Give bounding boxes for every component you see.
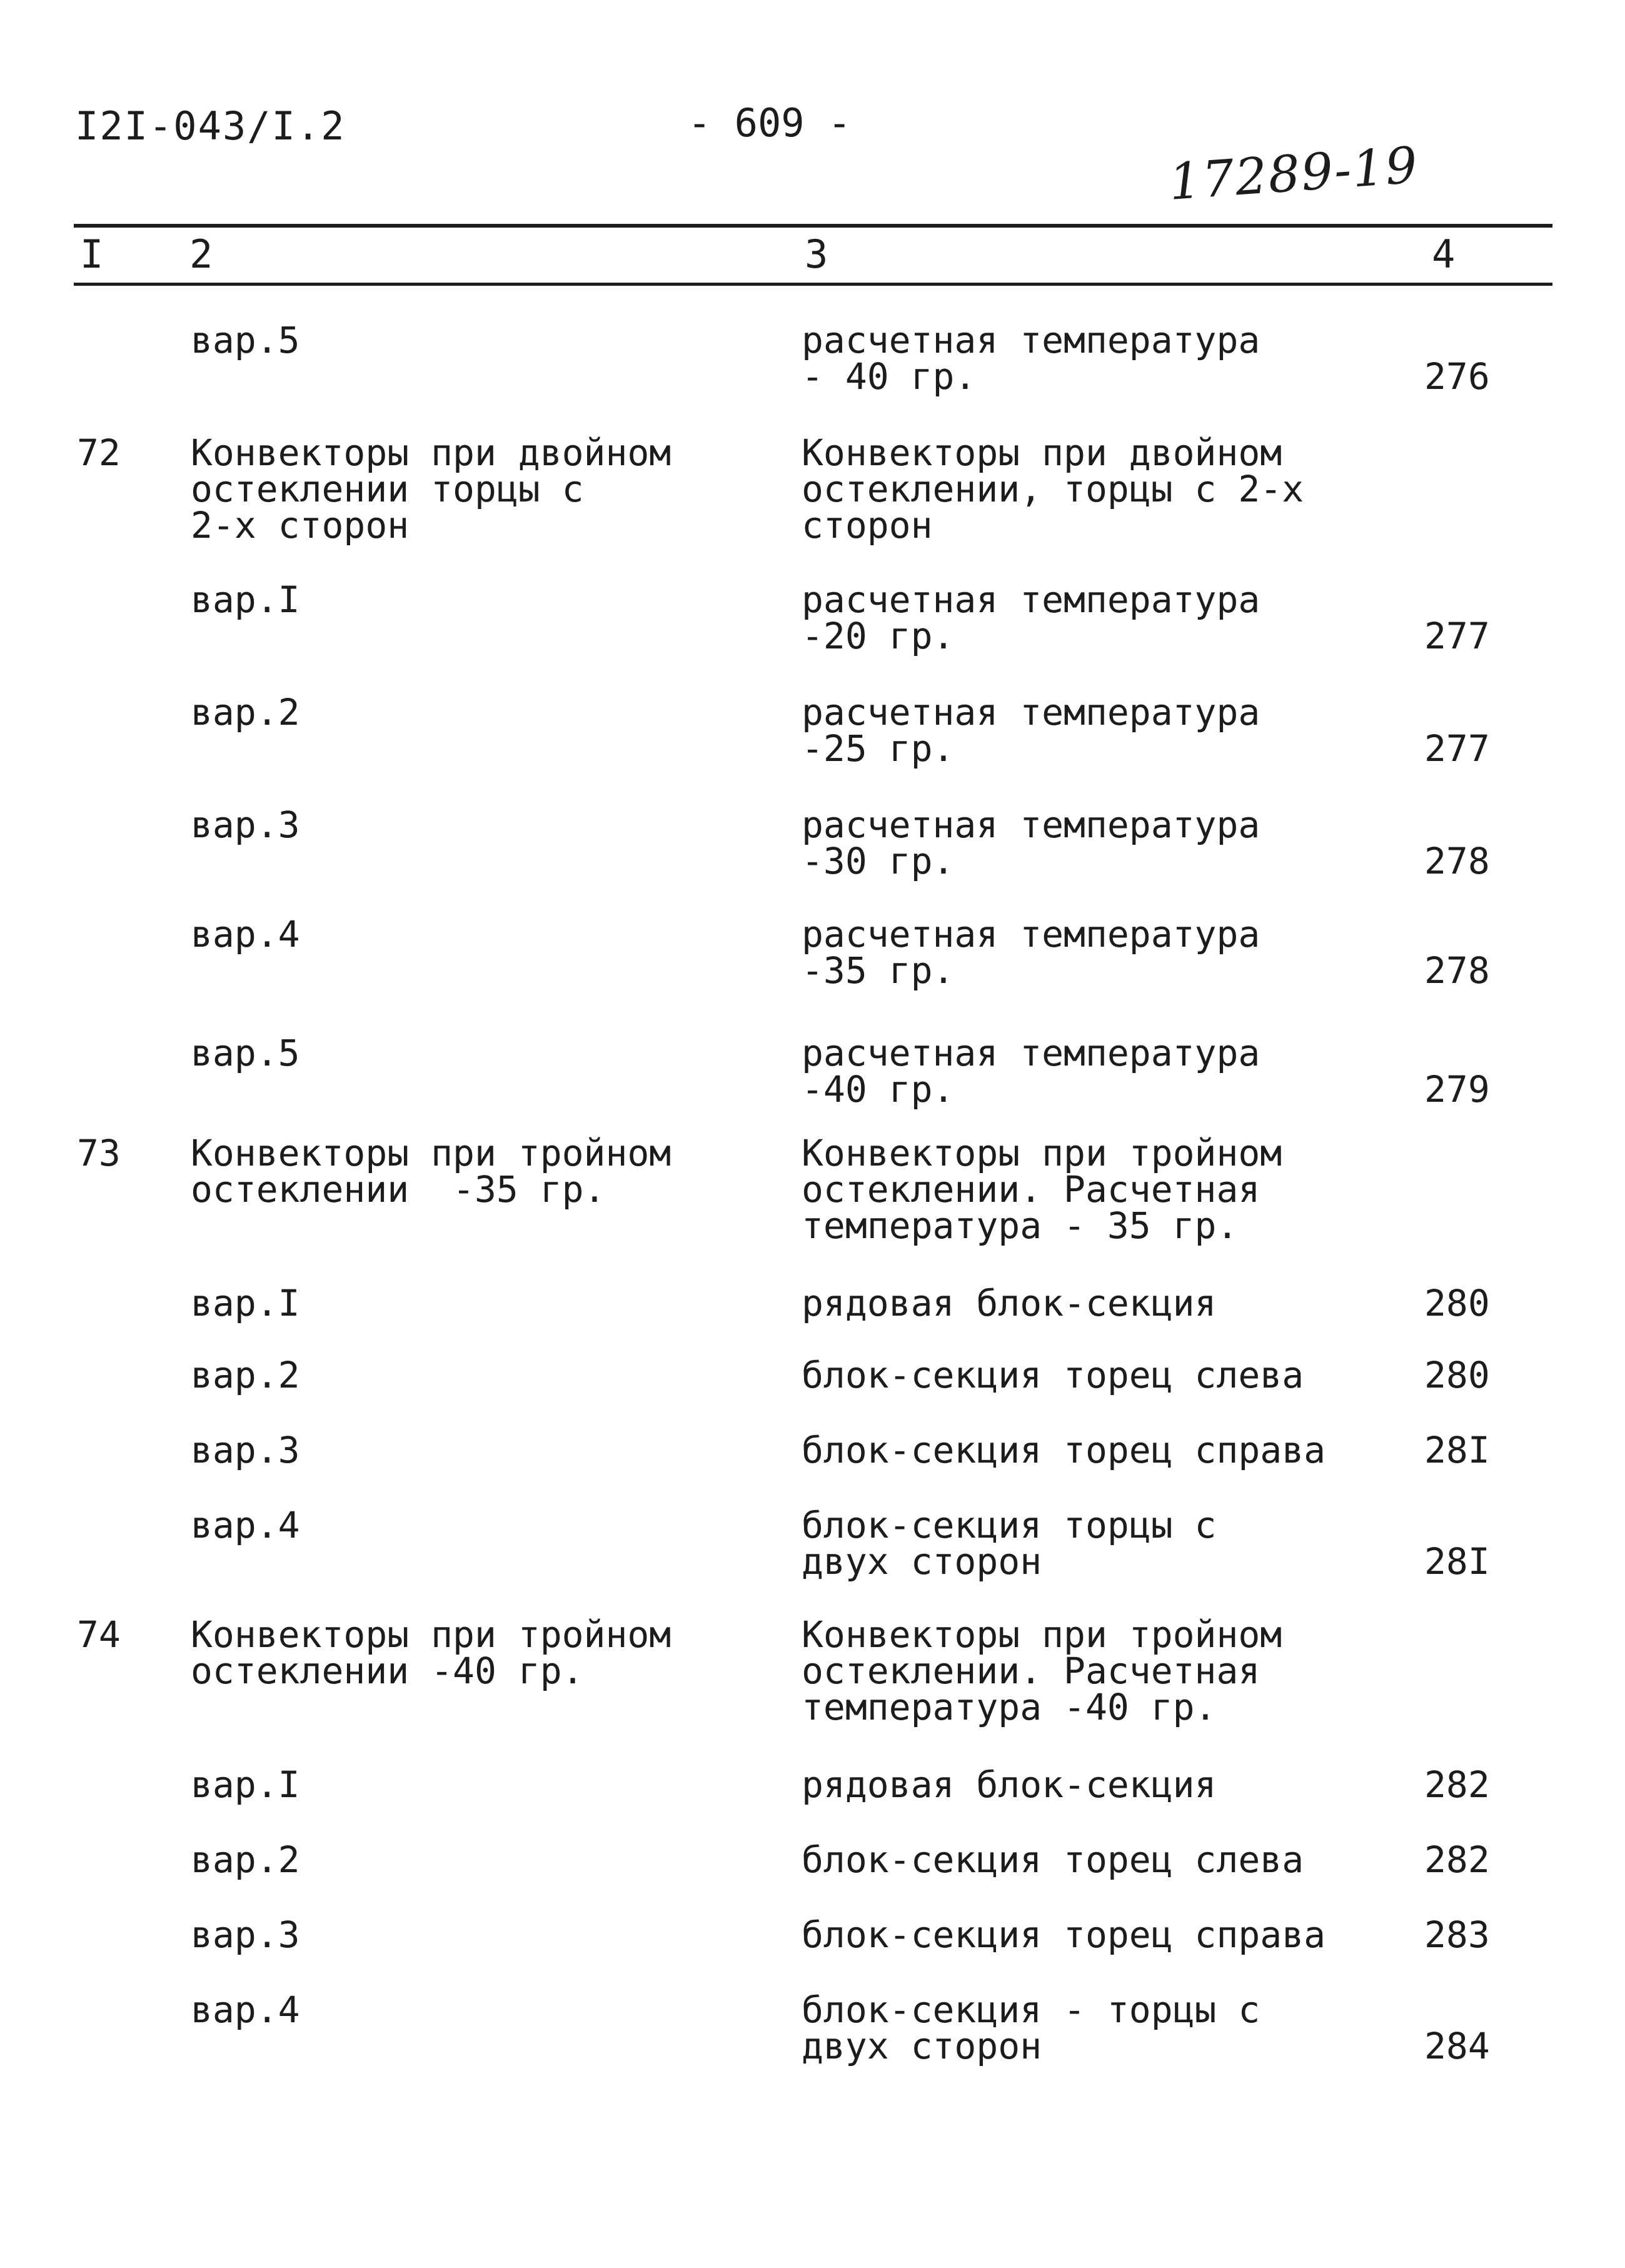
row-title: вар.2 (191, 691, 300, 733)
row-description: Конвекторы при тройном остеклении. Расчетная температура - 35 гр. (802, 1132, 1282, 1247)
row-title: вар.2 (191, 1354, 300, 1396)
page-number: - 609 - (688, 100, 852, 146)
row-description: блок-секция торец справа (802, 1913, 1326, 1956)
table-header-rule (74, 283, 1552, 286)
row-description: расчетная температура -30 гр. (802, 804, 1260, 882)
row-description: блок-секция - торцы с двух сторон (802, 1988, 1260, 2067)
row-page-ref: 277 (1424, 615, 1490, 657)
row-title: вар.4 (191, 913, 300, 955)
row-page-ref: 279 (1424, 1068, 1490, 1111)
row-description: расчетная температура -40 гр. (802, 1032, 1260, 1111)
row-title: вар.4 (191, 1988, 300, 2031)
row-page-ref: 278 (1424, 840, 1490, 882)
row-description: расчетная температура -25 гр. (802, 691, 1260, 770)
row-page-ref: 28I (1424, 1429, 1490, 1471)
row-title: Конвекторы при тройном остеклении -40 гр. (191, 1613, 672, 1692)
row-description: Конвекторы при тройном остеклении. Расчетная температура -40 гр. (802, 1613, 1282, 1728)
row-title: вар.3 (191, 1429, 300, 1471)
row-description: блок-секция торцы с двух сторон (802, 1504, 1217, 1583)
row-title: вар.I (191, 1763, 300, 1806)
row-page-ref: 280 (1424, 1282, 1490, 1324)
table-top-rule (74, 224, 1552, 228)
document-code: I2I-043/I.2 (75, 103, 346, 149)
column-header-2: 2 (189, 231, 213, 277)
row-page-ref: 28I (1424, 1540, 1490, 1583)
column-header-1: I (80, 231, 104, 277)
row-page-ref: 276 (1424, 355, 1490, 398)
row-number: 74 (77, 1613, 121, 1656)
row-description: расчетная температура - 40 гр. (802, 319, 1260, 398)
row-title: Конвекторы при тройном остеклении -35 гр. (191, 1132, 672, 1211)
row-page-ref: 278 (1424, 949, 1490, 992)
row-title: вар.I (191, 578, 300, 621)
row-description: расчетная температура -35 гр. (802, 913, 1260, 992)
row-description: блок-секция торец слева (802, 1354, 1304, 1396)
column-header-3: 3 (805, 231, 828, 277)
row-page-ref: 283 (1424, 1913, 1490, 1956)
row-description: рядовая блок-секция (802, 1282, 1217, 1324)
row-title: вар.2 (191, 1838, 300, 1881)
column-header-4: 4 (1432, 231, 1456, 277)
row-page-ref: 282 (1424, 1763, 1490, 1806)
row-title: вар.3 (191, 1913, 300, 1956)
row-title: вар.5 (191, 1032, 300, 1074)
row-title: вар.4 (191, 1504, 300, 1546)
row-page-ref: 277 (1424, 727, 1490, 770)
row-title: Конвекторы при двойном остеклении торцы с 2-х сторон (191, 431, 672, 547)
row-title: вар.3 (191, 804, 300, 846)
row-page-ref: 282 (1424, 1838, 1490, 1881)
row-description: Конвекторы при двойном остеклении, торцы с 2-х сторон (802, 431, 1304, 547)
handwritten-number: 17289-19 (1167, 136, 1421, 211)
row-number: 73 (77, 1132, 121, 1174)
row-description: блок-секция торец справа (802, 1429, 1326, 1471)
row-description: рядовая блок-секция (802, 1763, 1217, 1806)
row-description: расчетная температура -20 гр. (802, 578, 1260, 657)
row-title: вар.I (191, 1282, 300, 1324)
row-page-ref: 280 (1424, 1354, 1490, 1396)
row-description: блок-секция торец слева (802, 1838, 1304, 1881)
row-page-ref: 284 (1424, 2025, 1490, 2067)
row-number: 72 (77, 431, 121, 474)
row-title: вар.5 (191, 319, 300, 361)
